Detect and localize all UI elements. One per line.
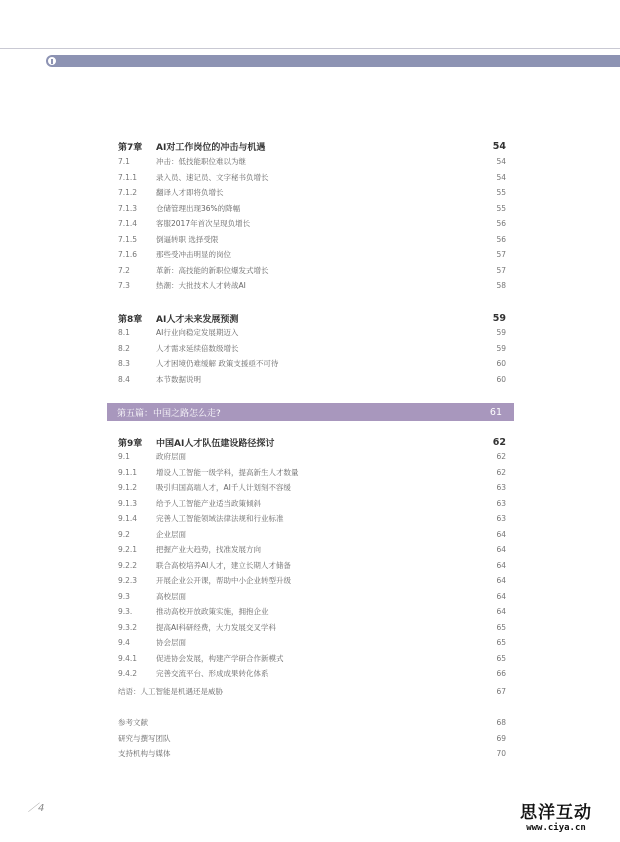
entry-number: 7.1.4 [118,219,138,228]
entry-title: 仓储管理出现36%的降幅 [156,204,241,213]
back-matter-entry[interactable] [118,746,506,761]
back-matter-page: 70 [496,749,506,758]
toc-entry[interactable] [118,263,506,278]
chapter-7-heading[interactable] [118,138,506,154]
entry-title: 录入员、速记员、文字秘书负增长 [156,173,269,182]
entry-number: 9.4.1 [118,654,138,663]
toc-entry[interactable] [118,216,506,231]
entry-number: 8.1 [118,328,130,337]
entry-page: 59 [496,344,506,353]
entry-page: 55 [496,204,506,213]
back-matter-entry[interactable] [118,731,506,746]
entry-title: 客服2017年首次呈现负增长 [156,219,251,228]
entry-page: 66 [496,669,506,678]
toc-entry[interactable] [118,573,506,588]
toc-entry[interactable] [118,232,506,247]
entry-title: 完善人工智能领域法律法规和行业标准 [156,514,284,523]
chapter-title: 中国AI人才队伍建设路径探讨 [156,438,275,449]
entry-page: 64 [496,607,506,616]
entry-title: 革新：高技能的新职位爆发式增长 [156,266,269,275]
entry-title: 企业层面 [156,530,186,539]
entry-page: 55 [496,188,506,197]
conclusion-entry[interactable] [118,684,506,699]
entry-number: 9.1.4 [118,514,138,523]
toc-entry[interactable] [118,511,506,526]
entry-number: 9.1.2 [118,483,138,492]
entry-number: 7.2 [118,266,130,275]
entry-page: 57 [496,250,506,259]
entry-number: 7.1.1 [118,173,138,182]
toc-entry[interactable] [118,449,506,464]
toc-entry[interactable] [118,325,506,340]
toc-entry[interactable] [118,170,506,185]
chapter-page: 54 [492,140,506,152]
header-band [46,55,620,67]
entry-title: 翻译人才即将负增长 [156,188,224,197]
back-matter-title: 参考文献 [118,718,148,727]
back-matter-page: 68 [496,718,506,727]
toc-entry[interactable] [118,372,506,387]
entry-number: 7.1.2 [118,188,138,197]
page-number: ／4 [28,803,45,814]
toc-entry[interactable] [118,356,506,371]
toc-entry[interactable] [118,185,506,200]
entry-number: 8.2 [118,344,130,353]
entry-number: 7.1.6 [118,250,138,259]
entry-number: 9.2 [118,530,130,539]
chapter-title: AI对工作岗位的冲击与机遇 [156,142,266,153]
toc-entry[interactable] [118,278,506,293]
chapter-number: 第8章 [118,314,143,325]
back-matter-page: 69 [496,734,506,743]
entry-number: 9.3.2 [118,623,138,632]
entry-title: 提高AI科研经费，大力发展交叉学科 [156,623,276,632]
toc-entry[interactable] [118,496,506,511]
entry-page: 64 [496,545,506,554]
entry-page: 63 [496,514,506,523]
toc-entry[interactable] [118,201,506,216]
toc-entry[interactable] [118,527,506,542]
entry-page: 62 [496,452,506,461]
entry-number: 9.2.3 [118,576,138,585]
chapter-number: 第7章 [118,142,143,153]
toc-entry[interactable] [118,465,506,480]
back-matter-title: 支持机构与媒体 [118,749,171,758]
entry-title: 政府层面 [156,452,186,461]
watermark [506,804,606,834]
entry-title: 完善交流平台、形成成果转化体系 [156,669,269,678]
entry-number: 8.3 [118,359,130,368]
entry-number: 9.3. [118,607,133,616]
entry-title: 吸引归国高端人才，AI千人计划刻不容缓 [156,483,291,492]
entry-title: 冲击：低技能职位难以为继 [156,157,246,166]
entry-page: 57 [496,266,506,275]
entry-page: 65 [496,623,506,632]
entry-number: 9.1 [118,452,130,461]
toc-entry[interactable] [118,341,506,356]
entry-number: 9.4.2 [118,669,138,678]
entry-number: 9.2.2 [118,561,138,570]
entry-page: 60 [496,375,506,384]
entry-page: 60 [496,359,506,368]
entry-title: 人才困境仍难缓解 政策支援亟不可待 [156,359,279,368]
watermark-url: www.ciya.cn [526,823,586,833]
toc-entry[interactable] [118,620,506,635]
part-title: 第五篇：中国之路怎么走? [117,408,221,419]
entry-page: 64 [496,561,506,570]
chapter-9-heading[interactable] [118,434,506,450]
entry-title: 协会层面 [156,638,186,647]
entry-title: 把握产业大趋势，找准发展方向 [156,545,261,554]
toc-entry[interactable] [118,247,506,262]
entry-page: 58 [496,281,506,290]
entry-page: 64 [496,592,506,601]
entry-page: 65 [496,654,506,663]
entry-title: 本节数据说明 [156,375,201,384]
toc-entry[interactable] [118,604,506,619]
toc-entry[interactable] [118,651,506,666]
entry-title: 热潮：大批技术人才转战AI [156,281,246,290]
entry-number: 9.4 [118,638,130,647]
part-five-banner[interactable] [107,403,514,421]
entry-page: 62 [496,468,506,477]
entry-number: 7.3 [118,281,130,290]
entry-title: 人才需求延续倍数级增长 [156,344,239,353]
entry-title: 促进协会发展，构建产学研合作新模式 [156,654,284,663]
entry-page: 64 [496,530,506,539]
entry-number: 9.1.3 [118,499,138,508]
entry-page: 63 [496,499,506,508]
entry-title: 联合高校培养AI人才，建立长期人才储备 [156,561,291,570]
entry-title: 高校层面 [156,592,186,601]
toc-entry[interactable] [118,480,506,495]
entry-page: 64 [496,576,506,585]
conclusion-title: 结语：人工智能是机遇还是威胁 [118,687,223,696]
info-icon [47,56,57,66]
toc-entry[interactable] [118,558,506,573]
toc-entry[interactable] [118,666,506,681]
entry-page: 63 [496,483,506,492]
entry-page: 59 [496,328,506,337]
chapter-title: AI人才未来发展预测 [156,314,239,325]
entry-title: 推动高校开放政策实施，拥抱企业 [156,607,269,616]
entry-number: 7.1 [118,157,130,166]
entry-page: 56 [496,219,506,228]
chapter-page: 59 [492,312,506,324]
entry-title: 增设人工智能一级学科，提高新生人才数量 [156,468,299,477]
entry-title: 那些受冲击明显的岗位 [156,250,231,259]
entry-number: 8.4 [118,375,130,384]
entry-title: 给予人工智能产业适当政策倾斜 [156,499,261,508]
entry-title: AI行业向稳定发展期迈入 [156,328,239,337]
chapter-page: 62 [492,436,506,448]
chapter-number: 第9章 [118,438,143,449]
entry-number: 9.3 [118,592,130,601]
entry-number: 7.1.5 [118,235,138,244]
entry-number: 9.2.1 [118,545,138,554]
conclusion-page: 67 [496,687,506,696]
part-page: 61 [489,406,502,418]
entry-page: 65 [496,638,506,647]
toc-entry[interactable] [118,635,506,650]
toc-entry[interactable] [118,154,506,169]
toc-entry[interactable] [118,589,506,604]
back-matter-title: 研究与撰写团队 [118,734,171,743]
entry-page: 54 [496,157,506,166]
watermark-name: 思洋互动 [520,803,592,823]
entry-title: 开展企业公开课，帮助中小企业转型升级 [156,576,291,585]
entry-page: 54 [496,173,506,182]
entry-title: 倒逼转职 选择受限 [156,235,219,244]
header-rule [0,48,620,49]
toc-entry[interactable] [118,542,506,557]
chapter-8-heading[interactable] [118,310,506,326]
back-matter-entry[interactable] [118,715,506,730]
entry-page: 56 [496,235,506,244]
entry-number: 7.1.3 [118,204,138,213]
entry-number: 9.1.1 [118,468,138,477]
